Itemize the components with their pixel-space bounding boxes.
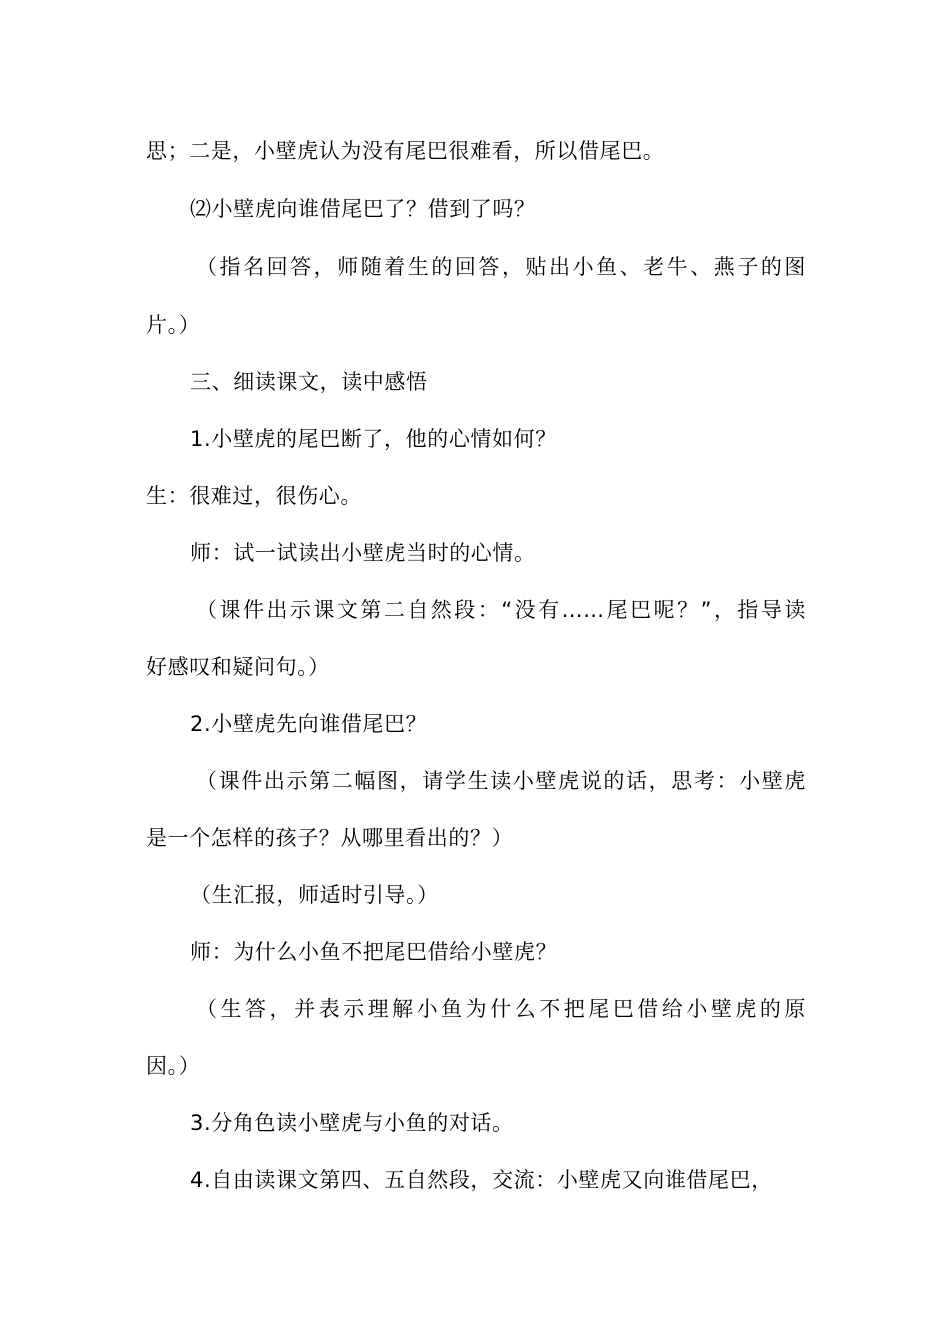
text-line-4: 片。） <box>146 313 201 337</box>
text-line-1: 思；二是，小壁虎认为没有尾巴很难看，所以借尾巴。 <box>146 139 665 163</box>
text-line-7: 生：很难过，很伤心。 <box>146 484 362 508</box>
text-line-11: 2.小壁虎先向谁借尾巴？ <box>190 712 428 736</box>
text-line-8: 师：试一试读出小壁虎当时的心情。 <box>190 541 536 565</box>
text-line-2: ⑵小壁虎向谁借尾巴了？借到了吗？ <box>190 197 536 221</box>
text-line-9: （课件出示课文第二自然段：“没有……尾巴呢？”，指导读 <box>196 598 806 622</box>
text-line-13: 是一个怎样的孩子？从哪里看出的？） <box>146 826 514 850</box>
text-line-16: （生答，并表示理解小鱼为什么不把尾巴借给小壁虎的原 <box>196 997 806 1021</box>
text-line-18: 3.分角色读小壁虎与小鱼的对话。 <box>190 1111 514 1135</box>
text-line-10: 好感叹和疑问句。） <box>146 655 330 679</box>
text-line-14: （生汇报，师适时引导。） <box>190 883 439 907</box>
text-line-6: 1.小壁虎的尾巴断了，他的心情如何？ <box>190 427 557 451</box>
text-line-12: （课件出示第二幅图，请学生读小壁虎说的话，思考：小壁虎 <box>196 769 806 793</box>
text-line-17: 因。） <box>146 1054 201 1078</box>
text-line-19: 4.自由读课文第四、五自然段，交流：小壁虎又向谁借尾巴， <box>190 1168 773 1192</box>
text-line-15: 师：为什么小鱼不把尾巴借给小壁虎？ <box>190 940 558 964</box>
text-line-3: （指名回答，师随着生的回答，贴出小鱼、老牛、燕子的图 <box>196 255 806 279</box>
section-heading: 三、细读课文，读中感悟 <box>190 370 428 394</box>
